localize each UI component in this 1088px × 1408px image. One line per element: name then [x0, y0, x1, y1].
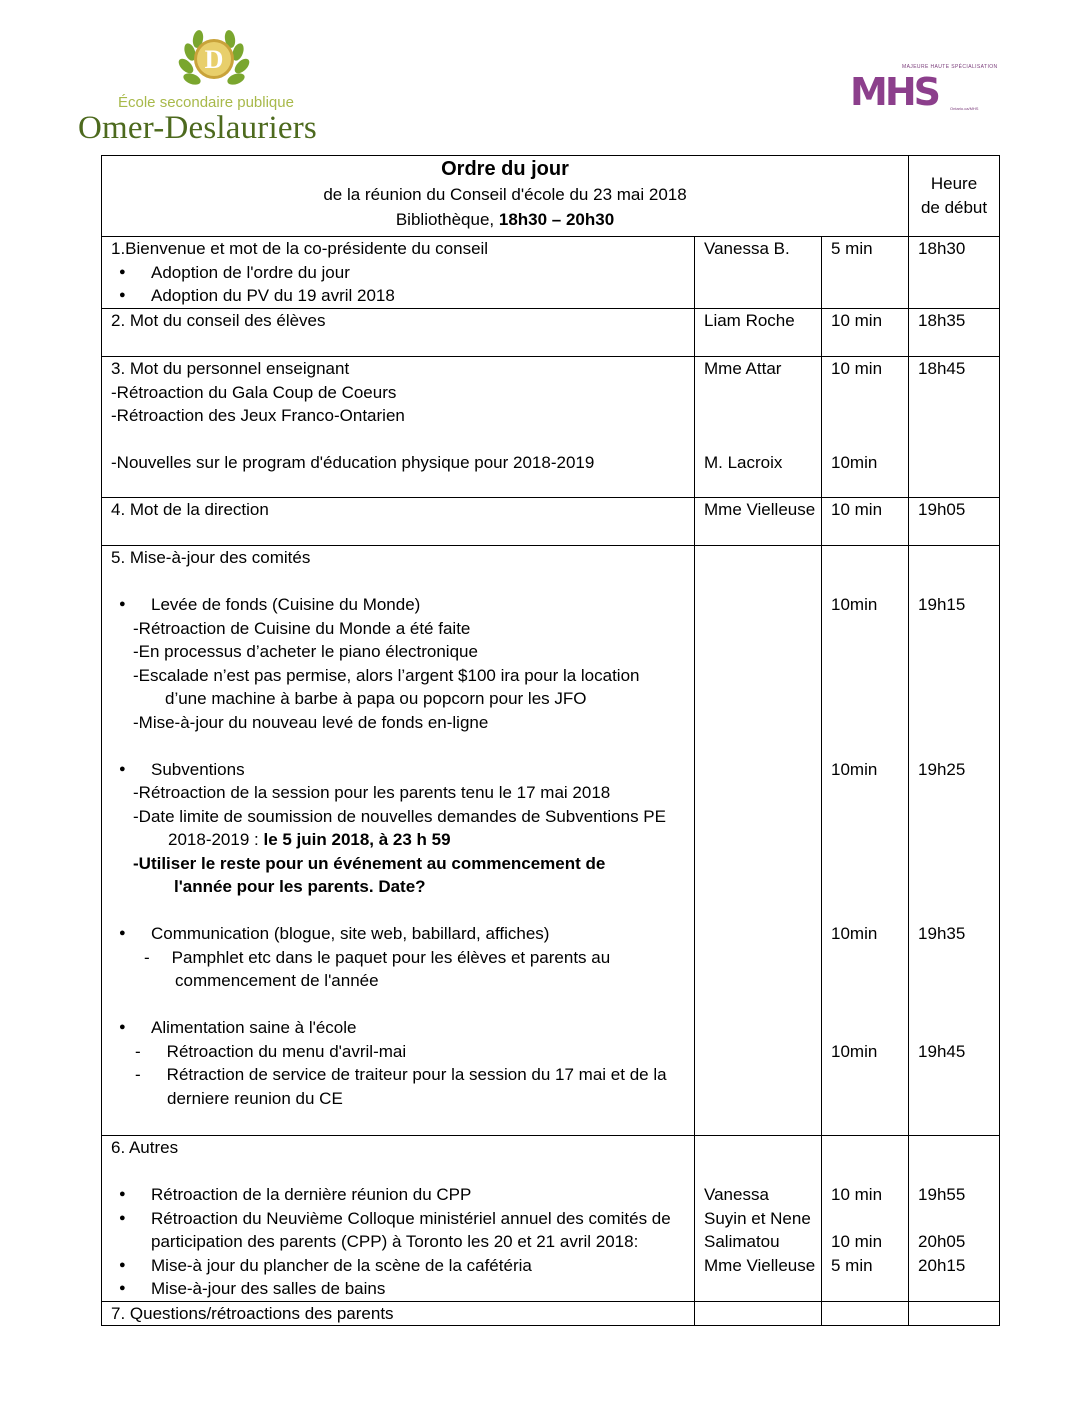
- meeting-subtitle: de la réunion du Conseil d'école du 23 mai 2018: [323, 185, 687, 204]
- mhs-tagline: Ontario.ca/MHS: [950, 106, 979, 111]
- sub-item: [111, 946, 694, 970]
- duration-value: 10 min: [831, 1232, 883, 1251]
- agenda-item-2: [102, 309, 695, 357]
- agenda-item-5: [102, 546, 695, 1136]
- duration-value: 5 min: [831, 1255, 873, 1275]
- sub-item: -Rétroaction de Cuisine du Monde a été faite: [133, 618, 471, 638]
- presenter: Vanessa B.: [695, 237, 822, 309]
- agenda-item-7: [102, 1301, 695, 1326]
- sub-item: -Rétroaction du Gala Coup de Coeurs: [111, 382, 397, 402]
- bullet-item: ● Adoption de l'ordre du jour: [111, 261, 694, 285]
- start-time: [909, 1301, 1000, 1326]
- sub-item: [111, 1040, 694, 1064]
- sub-item: -Rétroaction de la session pour les parents tenu le 17 mai 2018: [133, 783, 611, 802]
- agenda-row-5: [102, 546, 1000, 1136]
- committee-grants: ● Subventions: [111, 758, 694, 782]
- agenda-row-7: [102, 1301, 1000, 1326]
- duration-value: 10 min: [831, 1185, 883, 1204]
- presenter: [695, 546, 822, 1136]
- agenda-item-4: [102, 498, 695, 546]
- duration-value: 10min: [831, 453, 878, 472]
- start-time: 18h35: [909, 309, 1000, 357]
- dash-marker: -: [135, 1041, 141, 1061]
- presenter: Liam Roche: [695, 309, 822, 357]
- committee-communication: ● Communication (blogue, site web, babillard, affiches): [111, 922, 694, 946]
- presenter: [695, 357, 822, 498]
- sub-item-text: Rétroaction du menu d'avril-mai: [166, 1041, 407, 1061]
- agenda-header: [102, 156, 909, 237]
- presenter: [695, 1136, 822, 1302]
- item-title: 1.Bienvenue et mot de la co-présidente du conseil: [111, 239, 489, 258]
- mhs-big-text: MHS: [850, 70, 938, 114]
- item-title: 7. Questions/rétroactions des parents: [111, 1303, 394, 1323]
- sub-item-text: Rétraction de service de traiteur pour la session du 17 mai et de la: [166, 1065, 667, 1084]
- item-title: 6. Autres: [111, 1138, 179, 1157]
- bullet-item-continued: participation des parents (CPP) à Toronto les 20 et 21 avril 2018:: [151, 1232, 639, 1251]
- start-time-value: 18h45: [918, 359, 966, 378]
- committee-healthy-food: ● Alimentation saine à l'école: [111, 1016, 694, 1040]
- duration-value: 10min: [831, 1041, 878, 1061]
- start-time: [909, 546, 1000, 1136]
- start-time-header-line2: de début: [920, 198, 988, 217]
- item-title: 5. Mise-à-jour des comités: [111, 548, 311, 567]
- bullet-item: ● Rétroaction de la dernière réunion du CPP: [111, 1183, 694, 1207]
- presenter-name: Mme Attar: [704, 359, 782, 378]
- bullet-item: ● Rétroaction du Neuvième Colloque ministériel annuel des comités de: [111, 1207, 694, 1231]
- presenter: Mme Vielleuse: [695, 498, 822, 546]
- start-time-value: 20h05: [918, 1232, 966, 1251]
- sub-item-bold: -Utiliser le reste pour un événement au commencement de: [133, 853, 606, 873]
- duration: [822, 546, 909, 1136]
- page-title: Ordre du jour: [441, 158, 569, 180]
- sub-item: -En processus d’acheter le piano électronique: [133, 642, 478, 661]
- sub-item: [111, 1063, 694, 1087]
- bullet-item: ● Mise-à jour du plancher de la scène de la cafétéria: [111, 1254, 694, 1278]
- dash-marker: -: [135, 1065, 141, 1084]
- duration: 5 min: [822, 237, 909, 309]
- presenter: [695, 1301, 822, 1326]
- start-time-header: [909, 156, 1000, 237]
- start-time-value: 19h45: [918, 1041, 966, 1061]
- sub-item-continued: derniere reunion du CE: [167, 1088, 343, 1108]
- duration: 10 min: [822, 498, 909, 546]
- agenda-row-2: [102, 309, 1000, 357]
- agenda-item-6: [102, 1136, 695, 1302]
- sub-item-continued: commencement de l'année: [175, 971, 379, 990]
- sub-item: -Date limite de soumission de nouvelles demandes de Subventions PE: [133, 806, 666, 826]
- duration-value: 10min: [831, 759, 878, 779]
- duration-value: 10 min: [831, 359, 883, 378]
- bullet-item: ● Adoption du PV du 19 avril 2018: [111, 284, 694, 308]
- sub-item: -Mise-à-jour du nouveau levé de fonds en-ligne: [133, 712, 489, 732]
- agenda-header-row: [102, 156, 1000, 237]
- committee-fundraising: ● Levée de fonds (Cuisine du Monde): [111, 593, 694, 617]
- presenter-name: Salimatou: [704, 1232, 780, 1251]
- sub-item: -Nouvelles sur le program d'éducation physique pour 2018-2019: [111, 453, 595, 472]
- sub-item: [111, 852, 694, 876]
- deadline-label: 2018-2019 :: [168, 830, 264, 849]
- agenda-row-3: [102, 357, 1000, 498]
- sub-item-continued: [111, 875, 694, 899]
- sub-item-continued: [111, 828, 694, 852]
- meeting-location: [102, 207, 908, 232]
- duration-value: 10min: [831, 924, 878, 943]
- agenda-item-3: [102, 357, 695, 498]
- duration: [822, 357, 909, 498]
- sub-item-bold: l'année pour les parents. Date?: [174, 877, 426, 896]
- agenda-row-1: [102, 237, 1000, 309]
- deadline-date: le 5 juin 2018, à 23 h 59: [263, 830, 451, 849]
- start-time-value: 19h55: [918, 1185, 966, 1204]
- item-title: 4. Mot de la direction: [111, 500, 269, 519]
- meeting-time: 18h30 – 20h30: [498, 210, 615, 229]
- presenter-name: Mme Vielleuse: [704, 1255, 816, 1275]
- presenter-name: M. Lacroix: [704, 453, 783, 472]
- laurel-emblem-icon: [176, 22, 252, 98]
- start-time: 18h30: [909, 237, 1000, 309]
- presenter-name: Vanessa: [704, 1185, 769, 1204]
- duration: 10 min: [822, 309, 909, 357]
- mhs-logo: [850, 58, 998, 114]
- sub-item: -Escalade n’est pas permise, alors l’argent $100 ira pour la location: [133, 665, 640, 685]
- dash-marker: -: [144, 947, 150, 967]
- start-time-header-line1: Heure: [930, 174, 978, 193]
- sub-item-continued: d’une machine à barbe à papa ou popcorn pour les JFO: [165, 689, 587, 708]
- start-time: [909, 1136, 1000, 1302]
- start-time-value: 20h15: [918, 1255, 966, 1275]
- location-name: Bibliothèque,: [395, 210, 499, 229]
- school-logo: [78, 22, 348, 144]
- sub-item: -Rétroaction des Jeux Franco-Ontarien: [111, 406, 405, 425]
- agenda-row-6: [102, 1136, 1000, 1302]
- duration-value: 10min: [831, 595, 878, 614]
- sub-item-text: Pamphlet etc dans le paquet pour les élèves et parents au: [171, 947, 611, 967]
- start-time-value: 19h35: [918, 924, 966, 943]
- start-time: 19h05: [909, 498, 1000, 546]
- mhs-small-text: MAJEURE HAUTE SPÉCIALISATION: [902, 64, 998, 70]
- school-name: Omer-Deslauriers: [78, 110, 317, 146]
- bullet-item: ● Mise-à-jour des salles de bains: [111, 1277, 694, 1301]
- emblem-letter: D: [204, 45, 224, 74]
- agenda-item-1: [102, 237, 695, 309]
- agenda-row-4: [102, 498, 1000, 546]
- start-time: [909, 357, 1000, 498]
- school-subtitle: École secondaire publique: [118, 94, 294, 111]
- start-time-value: 19h15: [918, 595, 966, 614]
- start-time-value: 19h25: [918, 759, 966, 779]
- item-title: 2. Mot du conseil des élèves: [111, 311, 326, 330]
- presenter-name: Suyin et Nene: [704, 1208, 811, 1228]
- duration: [822, 1136, 909, 1302]
- agenda-table: [101, 155, 1000, 1326]
- item-title: 3. Mot du personnel enseignant: [111, 359, 350, 378]
- duration: [822, 1301, 909, 1326]
